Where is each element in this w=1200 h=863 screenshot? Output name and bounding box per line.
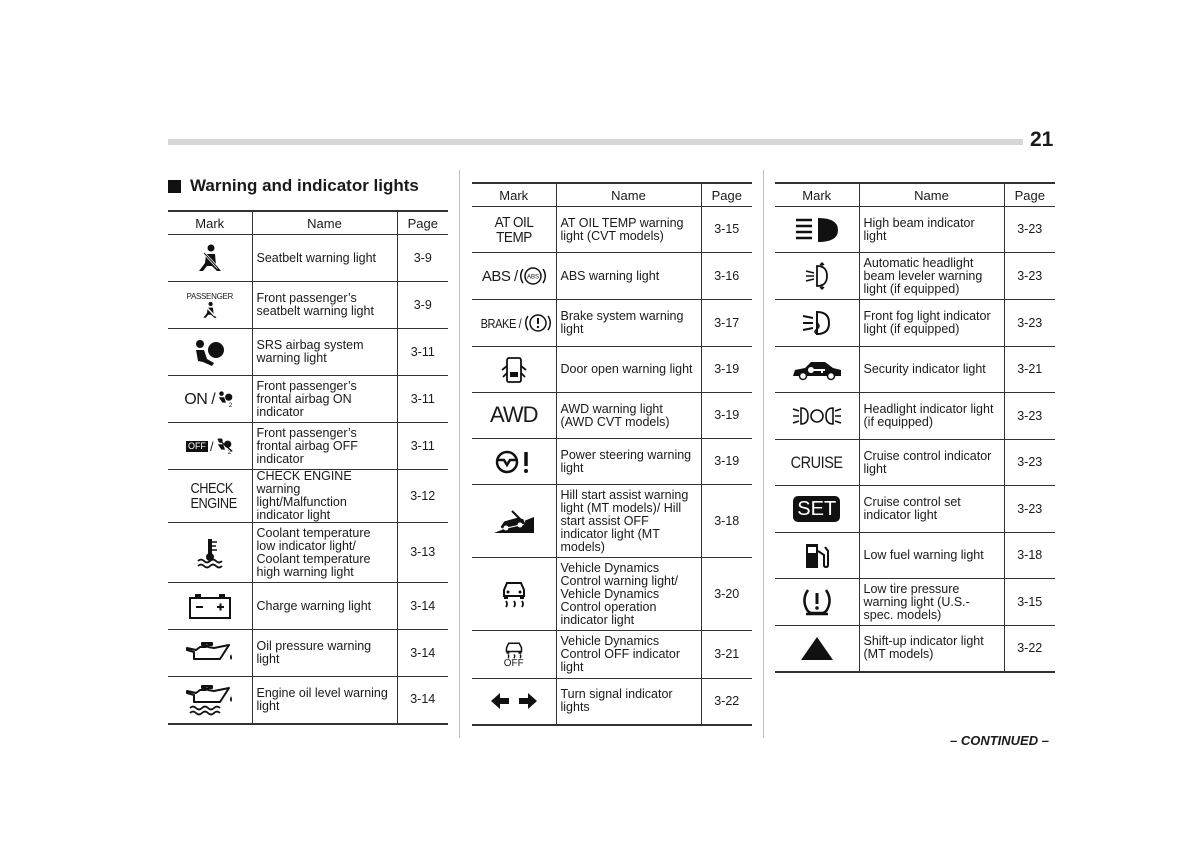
brake-icon [472,300,556,347]
row-name: Headlight indicator light (if equipped) [859,393,1004,440]
battery-icon [168,583,252,630]
column-header-page: Page [1004,183,1055,207]
cruise-icon [775,440,859,486]
table-row [472,347,752,393]
check-engine-label: CHECK ENGINE [190,480,237,512]
row-page: 3-21 [1004,347,1055,393]
row-name: Cruise control indicator light [859,440,1004,486]
table-row [168,376,448,423]
svg-text:2: 2 [228,402,233,408]
row-name: CHECK ENGINE warning light/Malfunction indicator light [252,470,397,523]
row-name: Power steering warning light [556,439,701,485]
table-row [472,207,752,253]
table-row [775,579,1055,626]
column-divider [763,170,764,738]
column-header-page: Page [397,211,448,235]
row-page: 3-15 [701,207,752,253]
column-header-mark: Mark [472,183,556,207]
awd-label: AWD [489,401,538,427]
vdc-icon [472,558,556,631]
continued-label: – CONTINUED – [950,733,1049,748]
row-name: SRS airbag system warning light [252,329,397,376]
row-page: 3-14 [397,677,448,724]
row-page: 3-18 [701,485,752,558]
passenger-seatbelt-icon [168,282,252,329]
table-row [775,347,1055,393]
column-header-name: Name [556,183,701,207]
table-row [775,486,1055,533]
square-bullet-icon [168,180,181,193]
abs-label: ABS / [481,267,518,285]
table-header [472,183,752,207]
row-page: 3-11 [397,329,448,376]
table-row [472,631,752,679]
table-row [168,423,448,470]
table-row [775,207,1055,253]
row-page: 3-20 [701,558,752,631]
table-row [168,677,448,724]
set-label: SET [793,496,840,522]
header-rule [168,139,1023,145]
table-row [472,439,752,485]
oil-pressure-icon [168,630,252,677]
cruise-label: CRUISE [790,452,843,472]
row-name: Engine oil level warning light [252,677,397,724]
row-name: AWD warning light (AWD CVT models) [556,393,701,439]
door-open-icon [472,347,556,393]
column-header-mark: Mark [168,211,252,235]
row-name: Front passenger’s frontal airbag OFF indicator [252,423,397,470]
table-row [168,235,448,282]
row-page: 3-23 [1004,253,1055,300]
column-header-page: Page [701,183,752,207]
table-row [775,440,1055,486]
row-page: 3-21 [701,631,752,679]
table-row [775,533,1055,579]
row-name: Coolant temperature low indicator light/ Coolant temperature high warning light [252,523,397,583]
low-fuel-icon [775,533,859,579]
check-engine-icon [168,470,252,523]
row-name: Vehicle Dynamics Control OFF indicator light [556,631,701,679]
row-page: 3-16 [701,253,752,300]
row-name: Low fuel warning light [859,533,1004,579]
table-row [168,630,448,677]
page-number: 21 [1030,128,1054,151]
passenger-label: PASSENGER [186,291,233,301]
row-name: Low tire pressure warning light (U.S.-spec. models) [859,579,1004,626]
table-row [775,300,1055,347]
power-steering-icon [472,439,556,485]
row-name: Charge warning light [252,583,397,630]
table-row [168,282,448,329]
front-fog-icon [775,300,859,347]
row-name: Seatbelt warning light [252,235,397,282]
row-name: Vehicle Dynamics Control warning light/ Vehicle Dynamics Control operation indicator light [556,558,701,631]
row-page: 3-23 [1004,486,1055,533]
awd-icon [472,393,556,439]
srs-airbag-icon [168,329,252,376]
table-row [472,679,752,725]
indicator-table-3 [775,182,1055,673]
row-page: 3-9 [397,235,448,282]
table-row [472,558,752,631]
row-name: AT OIL TEMP warning light (CVT models) [556,207,701,253]
row-name: Automatic headlight beam leveler warning light (if equipped) [859,253,1004,300]
vdc-off-icon [472,631,556,679]
row-name: Security indicator light [859,347,1004,393]
svg-text:ABS: ABS [526,274,539,281]
row-page: 3-19 [701,439,752,485]
airbag-on-label: ON / [184,390,216,408]
column-divider [459,170,460,738]
airbag-off-icon: OFF / 2 [168,423,252,470]
section-title-text: Warning and indicator lights [190,176,419,195]
row-name: Shift-up indicator light (MT models) [859,626,1004,672]
row-page: 3-23 [1004,207,1055,253]
indicator-table-1 [168,210,448,725]
high-beam-icon [775,207,859,253]
row-page: 3-12 [397,470,448,523]
svg-text:2: 2 [227,449,231,455]
column-header-name: Name [252,211,397,235]
row-name: High beam indicator light [859,207,1004,253]
row-page: 3-15 [1004,579,1055,626]
row-name: ABS warning light [556,253,701,300]
table-row [168,523,448,583]
indicator-table-2 [472,182,752,726]
table-row [168,583,448,630]
row-name: Front passenger’s frontal airbag ON indicator [252,376,397,423]
row-page: 3-19 [701,347,752,393]
table-header [775,183,1055,207]
hill-start-icon [472,485,556,558]
table-row [168,329,448,376]
vdc-off-label: OFF [503,657,524,669]
at-oil-temp-label: AT OIL TEMP [494,213,534,246]
row-page: 3-19 [701,393,752,439]
row-page: 3-11 [397,376,448,423]
row-name: Oil pressure warning light [252,630,397,677]
at-oil-temp-icon [472,207,556,253]
row-name: Brake system warning light [556,300,701,347]
cruise-set-icon [775,486,859,533]
row-page: 3-9 [397,282,448,329]
row-page: 3-14 [397,583,448,630]
table-header [168,211,448,235]
row-page: 3-17 [701,300,752,347]
column-header-name: Name [859,183,1004,207]
shift-up-icon [775,626,859,672]
low-tire-pressure-icon [775,579,859,626]
seatbelt-icon [168,235,252,282]
brake-label: BRAKE / [480,315,522,331]
row-name: Cruise control set indicator light [859,486,1004,533]
row-page: 3-23 [1004,440,1055,486]
row-page: 3-13 [397,523,448,583]
row-page: 3-18 [1004,533,1055,579]
table-row [472,253,752,300]
row-name: Hill start assist warning light (MT models)/ Hill start assist OFF indicator light (MT models) [556,485,701,558]
row-page: 3-14 [397,630,448,677]
row-page: 3-11 [397,423,448,470]
oil-level-icon [168,677,252,724]
airbag-on-icon [168,376,252,423]
table-row [472,393,752,439]
row-page: 3-22 [1004,626,1055,672]
abs-icon [472,253,556,300]
table-row [472,300,752,347]
row-name: Front fog light indicator light (if equipped) [859,300,1004,347]
headlight-leveler-icon [775,253,859,300]
section-title [168,176,419,196]
table-row [775,626,1055,672]
headlight-icon [775,393,859,440]
row-name: Front passenger’s seatbelt warning light [252,282,397,329]
airbag-off-label: OFF [187,440,206,451]
table-row [472,485,752,558]
row-page: 3-23 [1004,393,1055,440]
row-page: 3-22 [701,679,752,725]
coolant-temp-icon [168,523,252,583]
turn-signal-icon [472,679,556,725]
row-name: Door open warning light [556,347,701,393]
security-icon [775,347,859,393]
table-row [168,470,448,523]
row-page: 3-23 [1004,300,1055,347]
column-header-mark: Mark [775,183,859,207]
table-row [775,253,1055,300]
table-row [775,393,1055,440]
row-name: Turn signal indicator lights [556,679,701,725]
